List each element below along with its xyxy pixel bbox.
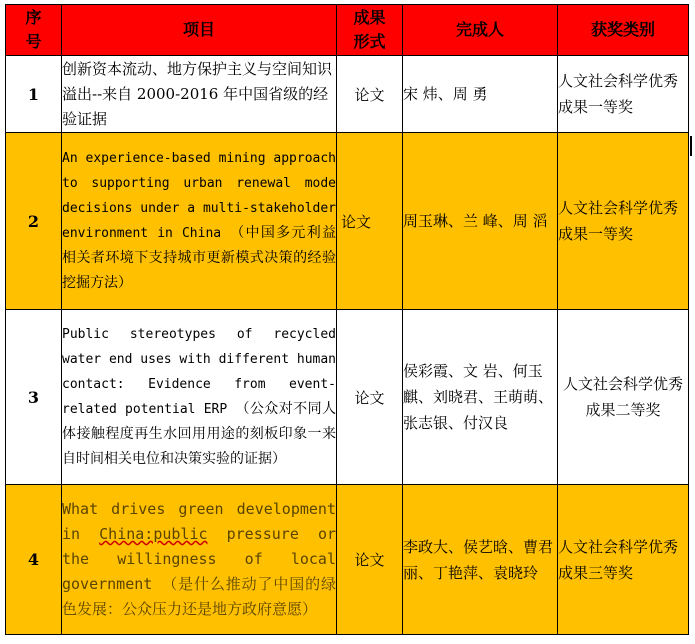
- row-num: 2: [6, 133, 62, 310]
- row-form: 论文: [337, 56, 403, 133]
- row-num: 4: [6, 485, 62, 635]
- row-title-en: An experience-based mining approach to supporting urban renewal mode decisions under a multi-stakeholder environment in China: [62, 151, 336, 241]
- text-cursor: [690, 136, 692, 156]
- row-award: 人文社会科学优秀成果一等奖: [558, 56, 689, 133]
- row-people: 李政大、侯艺晗、曹君丽、丁艳萍、袁晓玲: [403, 485, 558, 635]
- row-form: 论文: [337, 310, 403, 485]
- header-project: 项目: [62, 5, 337, 56]
- header-people: 完成人: [403, 5, 558, 56]
- table-row: [6, 56, 689, 133]
- row-award: 人文社会科学优秀成果三等奖: [558, 485, 689, 635]
- row-award: 人文社会科学优秀成果二等奖: [558, 310, 689, 485]
- header-form: 成果 形式: [337, 5, 403, 56]
- row-title: [62, 485, 337, 635]
- row-form: 论文: [337, 133, 403, 310]
- awards-table: [5, 4, 689, 635]
- row-title-cn: （中国多元利益相关者环境下支持城市更新模式决策的经验挖掘方法）: [62, 225, 336, 291]
- row-people: 周玉琳、兰 峰、周 滔: [403, 133, 558, 310]
- row-title-en-c: pressure or the willingness of local government: [62, 525, 337, 593]
- header-award: 获奖类别: [558, 5, 689, 56]
- row-people: 宋 炜、周 勇: [403, 56, 558, 133]
- row-title-en-b: China:public: [99, 525, 208, 543]
- row-title: 创新资本流动、地方保护主义与空间知识溢出--来自 2000-2016 年中国省级的经验证据: [62, 56, 337, 133]
- table-row: [6, 133, 689, 310]
- row-award: 人文社会科学优秀成果一等奖: [558, 133, 689, 310]
- header-num: 序 号: [6, 5, 62, 56]
- row-title-en-a: What drives green development in: [62, 500, 336, 543]
- row-title-cn: （公众对不同人体接触程度再生水回用用途的刻板印象一来自时间相关电位和决策实验的证据）: [62, 401, 336, 467]
- row-title: [62, 310, 337, 485]
- row-num: 3: [6, 310, 62, 485]
- row-title-cn: （是什么推动了中国的绿色发展：公众压力还是地方政府意愿）: [62, 575, 336, 618]
- header-row: [6, 5, 689, 56]
- row-people: 侯彩霞、文 岩、何玉麒、刘晓君、王萌萌、张志银、付汉良: [403, 310, 558, 485]
- row-title: [62, 133, 337, 310]
- table-row: [6, 485, 689, 635]
- row-num: 1: [6, 56, 62, 133]
- row-form: 论文: [337, 485, 403, 635]
- table-row: [6, 310, 689, 485]
- row-title-en: Public stereotypes of recycled water end uses with different human contact: Evidence from event-related potential ERP: [62, 327, 336, 417]
